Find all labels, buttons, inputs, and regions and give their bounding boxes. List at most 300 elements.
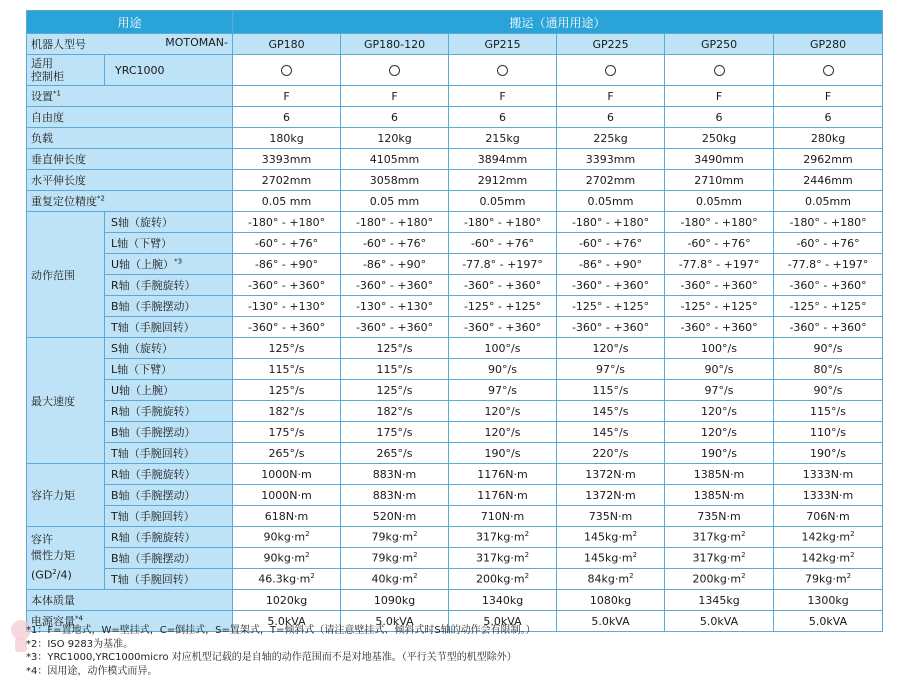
value-cell: -77.8° - +197°	[449, 254, 557, 275]
compatible-circle-icon	[389, 65, 400, 76]
value-cell: 120kg	[341, 128, 449, 149]
value-cell: 97°/s	[665, 380, 774, 401]
value-cell: -60° - +76°	[665, 233, 774, 254]
spec-row	[27, 107, 883, 128]
unit-sup: 2	[850, 530, 855, 539]
value-cell: 883N·m	[341, 464, 449, 485]
value-cell: 3894mm	[449, 149, 557, 170]
inertia-row	[27, 527, 883, 548]
value-cell	[557, 527, 665, 548]
value-cell: -360° - +360°	[774, 275, 883, 296]
axis-label-text: B轴（手腕摆动）	[111, 426, 196, 439]
spec-table	[26, 10, 883, 632]
value-cell: 145°/s	[557, 422, 665, 443]
value-cell: 1080kg	[557, 590, 665, 611]
controller-mark-3	[449, 55, 557, 86]
value-cell: 5.0kVA	[557, 611, 665, 632]
value-cell: 710N·m	[449, 506, 557, 527]
inertia-label-gd: (GD	[31, 568, 53, 582]
value-text: 79kg·m	[371, 551, 414, 565]
group-row	[27, 317, 883, 338]
axis-label-text: R轴（手腕旋转）	[111, 405, 196, 418]
value-cell: 0.05mm	[774, 191, 883, 212]
value-cell: 1345kg	[665, 590, 774, 611]
value-cell: 97°/s	[449, 380, 557, 401]
axis-label-text: L轴（下臂）	[111, 363, 173, 376]
value-cell: -180° - +180°	[665, 212, 774, 233]
value-cell: -360° - +360°	[449, 317, 557, 338]
value-cell: -130° - +130°	[233, 296, 341, 317]
controller-name: YRC1000	[105, 55, 233, 86]
axis-label: B轴（手腕摆动）	[105, 548, 233, 569]
axis-label	[105, 464, 233, 485]
value-cell: 110°/s	[774, 422, 883, 443]
value-cell: 90°/s	[449, 359, 557, 380]
value-cell: 265°/s	[341, 443, 449, 464]
value-cell: -60° - +76°	[233, 233, 341, 254]
value-cell: -360° - +360°	[557, 275, 665, 296]
unit-sup: 2	[629, 572, 634, 581]
unit-sup: 2	[413, 530, 418, 539]
axis-label	[105, 401, 233, 422]
value-cell: 1333N·m	[774, 485, 883, 506]
axis-label-text: B轴（手腕摆动）	[111, 489, 196, 502]
value-cell: 100°/s	[449, 338, 557, 359]
row-label	[27, 170, 233, 191]
value-cell: 618N·m	[233, 506, 341, 527]
value-text: 317kg·m	[692, 551, 742, 565]
model-label-cell	[27, 34, 233, 55]
row-label-text: 电源容量	[31, 615, 75, 628]
axis-label-text: T轴（手腕回转）	[111, 510, 195, 523]
row-label	[27, 107, 233, 128]
value-cell: -360° - +360°	[233, 275, 341, 296]
value-cell	[665, 527, 774, 548]
value-cell	[557, 548, 665, 569]
axis-label	[105, 317, 233, 338]
model-name-5: GP250	[665, 34, 774, 55]
controller-row	[27, 55, 883, 86]
row-label-text: 负载	[31, 132, 53, 145]
row-label-text: 设置	[31, 90, 53, 103]
group-row	[27, 254, 883, 275]
value-cell: 0.05mm	[449, 191, 557, 212]
value-cell: 182°/s	[233, 401, 341, 422]
controller-mark-2	[341, 55, 449, 86]
value-cell: 2912mm	[449, 170, 557, 191]
unit-sup: 2	[741, 551, 746, 560]
footnote-2: *2：ISO 9283为基准。	[26, 638, 134, 650]
value-cell: 120°/s	[557, 338, 665, 359]
value-text: 90kg·m	[263, 551, 306, 565]
model-name-6: GP280	[774, 34, 883, 55]
group-label: 动作范围	[27, 212, 105, 338]
value-cell: 125°/s	[341, 380, 449, 401]
value-cell: 250kg	[665, 128, 774, 149]
value-cell: 1020kg	[233, 590, 341, 611]
value-text: 79kg·m	[805, 572, 847, 586]
footnote-1: *1：F=置地式，W=壁挂式，C=倒挂式，S=置架式，T=倾斜式（请注意壁挂式、倾斜式时S轴的动作会有限制。）	[26, 625, 536, 636]
spec-row	[27, 170, 883, 191]
value-cell: -60° - +76°	[341, 233, 449, 254]
value-cell: -86° - +90°	[341, 254, 449, 275]
row-label-text: 垂直伸长度	[31, 153, 86, 166]
row-label-note: *1	[53, 89, 61, 98]
value-cell: 6	[774, 107, 883, 128]
axis-label: T轴（手腕回转）	[105, 569, 233, 590]
value-cell: 1340kg	[449, 590, 557, 611]
value-cell	[449, 569, 557, 590]
value-text: 40kg·m	[371, 572, 414, 586]
inertia-label-div: /4)	[56, 568, 72, 582]
value-cell: 175°/s	[233, 422, 341, 443]
group-label: 容许力矩	[27, 464, 105, 527]
value-cell: 1333N·m	[774, 464, 883, 485]
value-cell: F	[341, 86, 449, 107]
group-row	[27, 443, 883, 464]
group-row	[27, 380, 883, 401]
value-cell: 735N·m	[557, 506, 665, 527]
axis-label-text: S轴（旋转）	[111, 216, 173, 229]
controller-label	[27, 55, 105, 86]
value-cell: 1300kg	[774, 590, 883, 611]
controller-mark-5	[665, 55, 774, 86]
category-header: 搬运（通用用途）	[233, 11, 883, 34]
value-cell: 5.0kVA	[665, 611, 774, 632]
value-cell: -360° - +360°	[774, 317, 883, 338]
value-cell: 1176N·m	[449, 464, 557, 485]
value-cell	[557, 569, 665, 590]
value-cell: 115°/s	[341, 359, 449, 380]
value-cell: 225kg	[557, 128, 665, 149]
compatible-circle-icon	[823, 65, 834, 76]
controller-mark-4	[557, 55, 665, 86]
axis-label	[105, 380, 233, 401]
spec-row	[27, 590, 883, 611]
value-cell: 1385N·m	[665, 485, 774, 506]
row-label-text: 水平伸长度	[31, 174, 86, 187]
value-cell: -360° - +360°	[665, 275, 774, 296]
value-cell: 6	[557, 107, 665, 128]
value-cell	[233, 527, 341, 548]
group-row	[27, 422, 883, 443]
value-cell: 220°/s	[557, 443, 665, 464]
header-row	[27, 11, 883, 34]
unit-sup: 2	[846, 572, 852, 581]
row-label-note: *2	[97, 194, 105, 203]
value-cell	[449, 527, 557, 548]
value-text: 79kg·m	[371, 530, 414, 544]
axis-label	[105, 338, 233, 359]
value-cell: 120°/s	[449, 422, 557, 443]
value-cell: 4105mm	[341, 149, 449, 170]
model-label: 机器人型号	[31, 38, 86, 51]
value-cell: -60° - +76°	[449, 233, 557, 254]
spec-table-container	[26, 10, 882, 632]
value-cell: 125°/s	[233, 380, 341, 401]
axis-label-text: T轴（手腕回转）	[111, 447, 195, 460]
value-cell	[341, 548, 449, 569]
axis-label	[105, 233, 233, 254]
unit-sup: 2	[305, 530, 310, 539]
value-cell: -130° - +130°	[341, 296, 449, 317]
value-cell	[774, 527, 883, 548]
unit-sup: 2	[310, 572, 315, 581]
value-cell: 265°/s	[233, 443, 341, 464]
spec-row	[27, 86, 883, 107]
value-cell: -360° - +360°	[341, 275, 449, 296]
value-cell	[665, 569, 774, 590]
group-row	[27, 212, 883, 233]
value-text: 46.3kg·m	[258, 572, 311, 586]
group-row	[27, 275, 883, 296]
value-cell: 115°/s	[233, 359, 341, 380]
unit-sup: 2	[413, 551, 418, 560]
value-cell: F	[557, 86, 665, 107]
group-row	[27, 485, 883, 506]
value-cell: -180° - +180°	[557, 212, 665, 233]
value-cell: F	[774, 86, 883, 107]
value-cell: 80°/s	[774, 359, 883, 380]
value-cell: -60° - +76°	[774, 233, 883, 254]
group-row	[27, 401, 883, 422]
model-name-3: GP215	[449, 34, 557, 55]
value-cell: -60° - +76°	[557, 233, 665, 254]
unit-sup: 2	[741, 572, 746, 581]
value-text: 200kg·m	[692, 572, 742, 586]
axis-label: R轴（手腕旋转）	[105, 527, 233, 548]
row-label-text: 自由度	[31, 111, 64, 124]
footnote-3: *3：YRC1000,YRC1000micro 对应机型记载的是自轴的动作范围而不是对地基准。（平行关节型的机型除外）	[26, 652, 517, 663]
value-cell: 90°/s	[774, 338, 883, 359]
value-text: 317kg·m	[476, 530, 525, 544]
unit-sup: 2	[305, 551, 310, 560]
model-row	[27, 34, 883, 55]
value-cell: 2962mm	[774, 149, 883, 170]
value-cell: -77.8° - +197°	[665, 254, 774, 275]
value-cell: 120°/s	[665, 422, 774, 443]
value-cell: 1000N·m	[233, 464, 341, 485]
value-cell: -360° - +360°	[665, 317, 774, 338]
model-prefix: MOTOMAN-	[165, 36, 229, 49]
footnote-4: *4：因用途，动作模式而异。	[26, 665, 158, 677]
value-cell: 280kg	[774, 128, 883, 149]
value-cell: -125° - +125°	[557, 296, 665, 317]
axis-label-text: U轴（上腕）	[111, 258, 175, 271]
value-cell: 215kg	[449, 128, 557, 149]
value-cell	[774, 548, 883, 569]
axis-label-text: R轴（手腕旋转）	[111, 468, 196, 481]
value-cell: -180° - +180°	[233, 212, 341, 233]
value-cell: 190°/s	[449, 443, 557, 464]
value-cell: 0.05 mm	[341, 191, 449, 212]
inertia-group-label	[27, 527, 105, 590]
value-cell: -360° - +360°	[557, 317, 665, 338]
axis-label	[105, 254, 233, 275]
value-cell: 6	[449, 107, 557, 128]
row-label	[27, 590, 233, 611]
value-cell: -180° - +180°	[774, 212, 883, 233]
value-cell	[665, 548, 774, 569]
inertia-label-line2: 惯性力矩	[31, 549, 75, 563]
group-row	[27, 233, 883, 254]
value-cell: 90°/s	[665, 359, 774, 380]
group-row	[27, 359, 883, 380]
controller-label-line2: 控制柜	[31, 70, 64, 83]
group-row	[27, 506, 883, 527]
row-label	[27, 86, 233, 107]
group-label: 最大速度	[27, 338, 105, 464]
value-cell: 180kg	[233, 128, 341, 149]
value-cell: 1372N·m	[557, 464, 665, 485]
value-cell: 115°/s	[557, 380, 665, 401]
value-cell: -180° - +180°	[341, 212, 449, 233]
controller-label-line1: 适用	[31, 57, 53, 70]
value-cell	[233, 548, 341, 569]
row-label-note: *4	[75, 614, 83, 623]
value-cell: 2702mm	[557, 170, 665, 191]
value-cell: 3058mm	[341, 170, 449, 191]
value-cell: 90°/s	[774, 380, 883, 401]
value-cell: 520N·m	[341, 506, 449, 527]
value-cell: 0.05 mm	[233, 191, 341, 212]
value-text: 90kg·m	[263, 530, 306, 544]
compatible-circle-icon	[605, 65, 616, 76]
unit-sup: 2	[632, 551, 638, 560]
value-cell: 6	[665, 107, 774, 128]
inertia-row	[27, 548, 883, 569]
row-label	[27, 191, 233, 212]
value-cell: 125°/s	[233, 338, 341, 359]
unit-sup: 2	[850, 551, 855, 560]
value-cell: 5.0kVA	[341, 611, 449, 632]
value-cell: 97°/s	[557, 359, 665, 380]
inertia-label-line3	[31, 564, 100, 584]
axis-label	[105, 485, 233, 506]
value-text: 84kg·m	[587, 572, 630, 586]
unit-sup: 2	[413, 572, 418, 581]
row-label-text: 本体质量	[31, 594, 75, 607]
value-cell	[341, 569, 449, 590]
footnotes	[26, 624, 876, 678]
spec-row	[27, 191, 883, 212]
compatible-circle-icon	[497, 65, 508, 76]
value-cell: 182°/s	[341, 401, 449, 422]
value-cell: 706N·m	[774, 506, 883, 527]
value-cell: 1090kg	[341, 590, 449, 611]
inertia-label-sup: 2	[52, 568, 57, 577]
value-cell	[233, 569, 341, 590]
axis-label	[105, 212, 233, 233]
axis-label-text: L轴（下臂）	[111, 237, 173, 250]
value-cell: 145°/s	[557, 401, 665, 422]
usage-header: 用途	[27, 11, 233, 34]
value-cell: 120°/s	[665, 401, 774, 422]
spec-row	[27, 149, 883, 170]
value-cell: 735N·m	[665, 506, 774, 527]
value-cell: 3393mm	[557, 149, 665, 170]
value-cell: -360° - +360°	[449, 275, 557, 296]
value-cell: 1385N·m	[665, 464, 774, 485]
value-cell: 190°/s	[665, 443, 774, 464]
axis-label	[105, 359, 233, 380]
value-cell: 125°/s	[341, 338, 449, 359]
value-cell	[774, 569, 883, 590]
value-cell: 1176N·m	[449, 485, 557, 506]
value-cell: 1372N·m	[557, 485, 665, 506]
value-cell: 3393mm	[233, 149, 341, 170]
row-label	[27, 128, 233, 149]
value-cell: 6	[341, 107, 449, 128]
group-row	[27, 296, 883, 317]
value-cell: 100°/s	[665, 338, 774, 359]
axis-label-text: R轴（手腕旋转）	[111, 279, 196, 292]
value-cell: -77.8° - +197°	[774, 254, 883, 275]
value-cell: 5.0kVA	[233, 611, 341, 632]
value-cell: 190°/s	[774, 443, 883, 464]
axis-label-note: *3	[174, 257, 183, 266]
value-cell: 2446mm	[774, 170, 883, 191]
value-cell: 5.0kVA	[449, 611, 557, 632]
value-cell: F	[665, 86, 774, 107]
value-cell: -180° - +180°	[449, 212, 557, 233]
value-cell: 0.05mm	[665, 191, 774, 212]
value-cell: 3490mm	[665, 149, 774, 170]
group-row	[27, 338, 883, 359]
axis-label-text: T轴（手腕回转）	[111, 321, 195, 334]
spec-table-body	[27, 11, 883, 632]
value-cell: 115°/s	[774, 401, 883, 422]
unit-sup: 2	[524, 551, 530, 560]
axis-label	[105, 506, 233, 527]
compatible-circle-icon	[714, 65, 725, 76]
axis-label	[105, 422, 233, 443]
value-text: 317kg·m	[692, 530, 742, 544]
value-cell: 883N·m	[341, 485, 449, 506]
value-cell: 120°/s	[449, 401, 557, 422]
model-name-4: GP225	[557, 34, 665, 55]
unit-sup: 2	[524, 530, 530, 539]
value-cell	[341, 527, 449, 548]
value-cell: 2702mm	[233, 170, 341, 191]
inertia-label-line1: 容许	[31, 533, 53, 547]
axis-label	[105, 443, 233, 464]
value-cell	[449, 548, 557, 569]
value-cell: 5.0kVA	[774, 611, 883, 632]
value-cell: 2710mm	[665, 170, 774, 191]
row-label-text: 重复定位精度	[31, 195, 97, 208]
value-text: 317kg·m	[476, 551, 525, 565]
unit-sup: 2	[632, 530, 638, 539]
axis-label	[105, 275, 233, 296]
unit-sup: 2	[741, 530, 746, 539]
inertia-row	[27, 569, 883, 590]
model-name-2: GP180-120	[341, 34, 449, 55]
controller-mark-1	[233, 55, 341, 86]
compatible-circle-icon	[281, 65, 292, 76]
value-cell: F	[449, 86, 557, 107]
value-text: 200kg·m	[476, 572, 525, 586]
value-cell: -86° - +90°	[557, 254, 665, 275]
value-cell: F	[233, 86, 341, 107]
spec-row	[27, 128, 883, 149]
value-cell: -360° - +360°	[341, 317, 449, 338]
model-name-1: GP180	[233, 34, 341, 55]
axis-label-text: U轴（上腕）	[111, 384, 175, 397]
axis-label	[105, 296, 233, 317]
value-cell: 6	[233, 107, 341, 128]
value-text: 145kg·m	[584, 551, 633, 565]
